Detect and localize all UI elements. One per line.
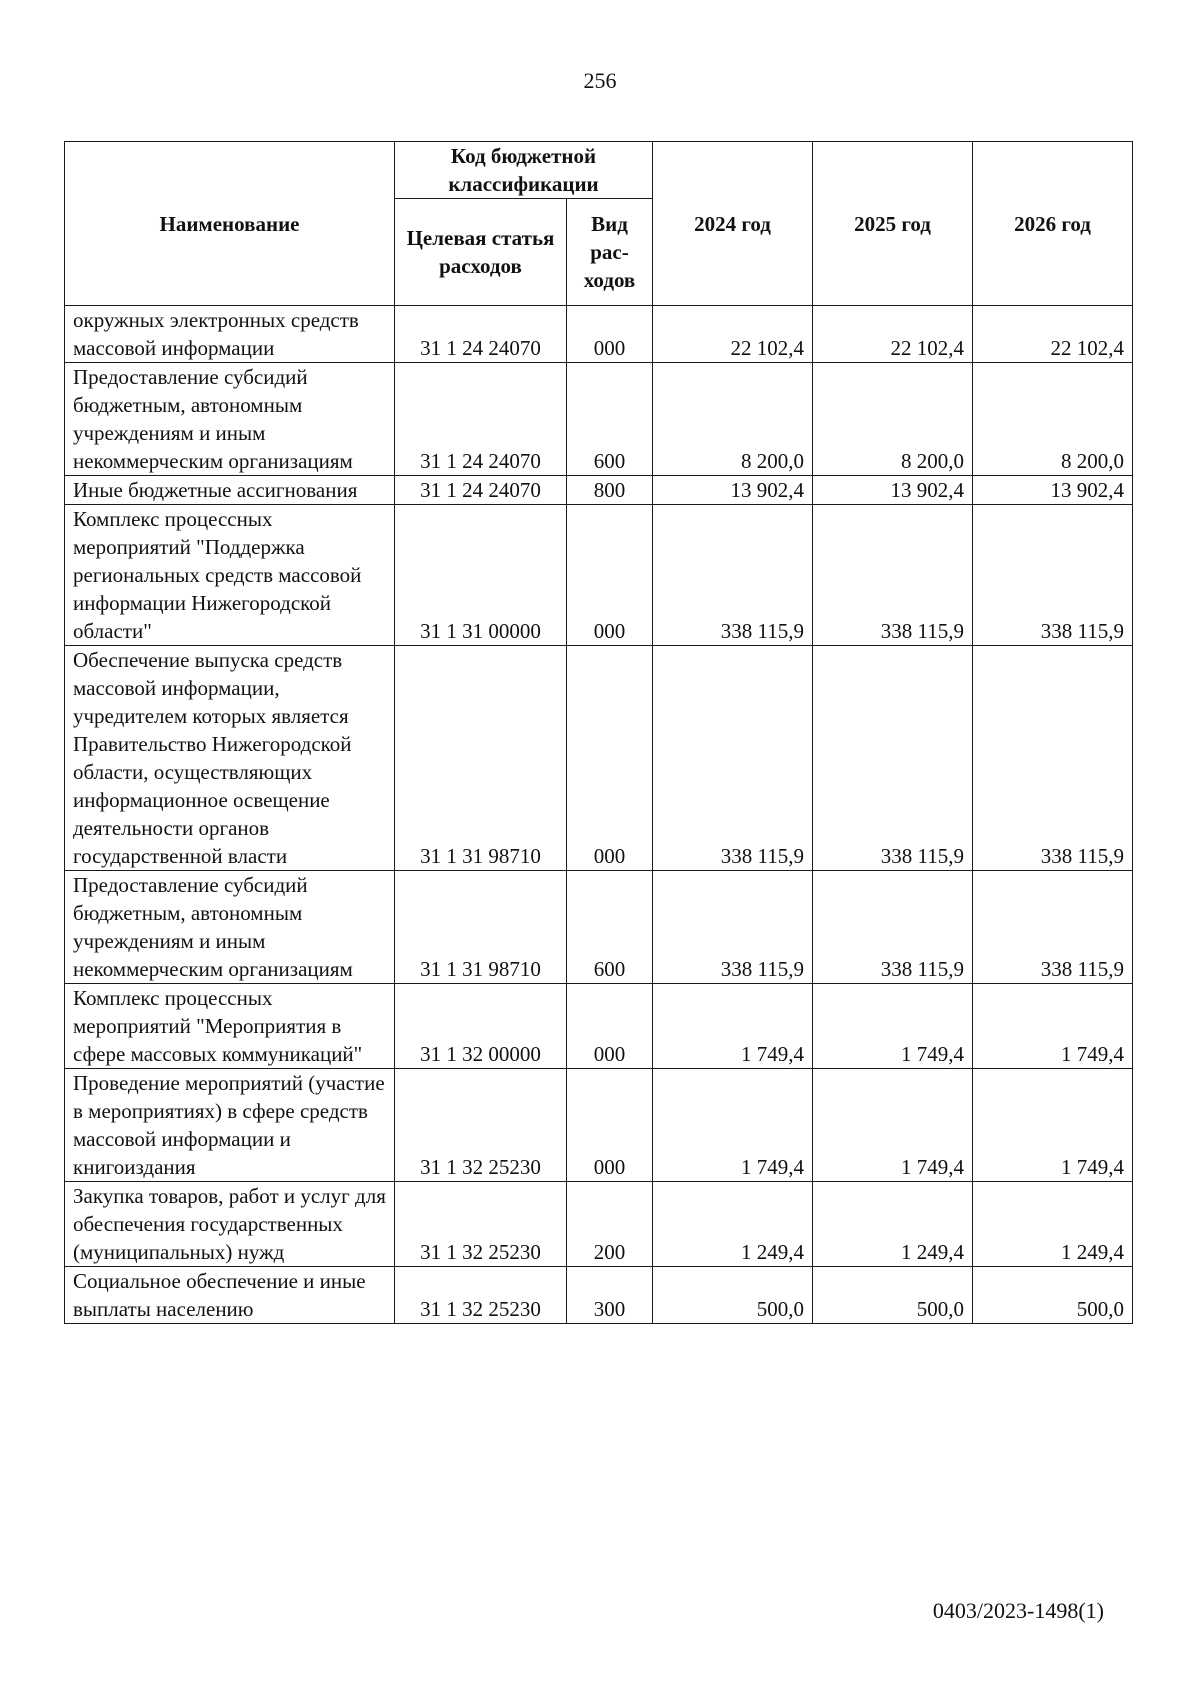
cell-2025: 338 115,9 bbox=[813, 646, 973, 871]
cell-2025: 8 200,0 bbox=[813, 363, 973, 476]
cell-2026: 338 115,9 bbox=[973, 505, 1133, 646]
cell-2024: 1 749,4 bbox=[653, 1069, 813, 1182]
cell-target-article: 31 1 32 25230 bbox=[395, 1267, 567, 1324]
cell-2024: 1 249,4 bbox=[653, 1182, 813, 1267]
cell-2024: 8 200,0 bbox=[653, 363, 813, 476]
table-row bbox=[65, 1267, 1133, 1324]
cell-2026: 1 249,4 bbox=[973, 1182, 1133, 1267]
table-row bbox=[65, 871, 1133, 984]
cell-expense-type: 000 bbox=[567, 646, 653, 871]
cell-2025: 22 102,4 bbox=[813, 306, 973, 363]
table-row bbox=[65, 363, 1133, 476]
page-number: 256 bbox=[583, 68, 617, 93]
header-2026: 2026 год bbox=[973, 142, 1133, 306]
cell-expense-type: 000 bbox=[567, 1069, 653, 1182]
cell-expense-type: 000 bbox=[567, 984, 653, 1069]
header-2024: 2024 год bbox=[653, 142, 813, 306]
cell-expense-type: 600 bbox=[567, 871, 653, 984]
cell-2026: 1 749,4 bbox=[973, 984, 1133, 1069]
cell-2026: 338 115,9 bbox=[973, 646, 1133, 871]
cell-target-article: 31 1 31 98710 bbox=[395, 646, 567, 871]
budget-table bbox=[64, 141, 1133, 1324]
cell-expense-type: 300 bbox=[567, 1267, 653, 1324]
table-row bbox=[65, 1182, 1133, 1267]
cell-2025: 1 249,4 bbox=[813, 1182, 973, 1267]
header-expense-type: Вид рас-ходов bbox=[567, 199, 653, 306]
cell-2025: 13 902,4 bbox=[813, 476, 973, 505]
cell-expense-type: 000 bbox=[567, 306, 653, 363]
cell-name: Проведение мероприятий (участие в мероприятиях) в сфере средств массовой информации и книгоиздания bbox=[65, 1069, 395, 1182]
cell-2024: 338 115,9 bbox=[653, 871, 813, 984]
table-row bbox=[65, 476, 1133, 505]
cell-target-article: 31 1 31 00000 bbox=[395, 505, 567, 646]
cell-2026: 500,0 bbox=[973, 1267, 1133, 1324]
cell-2026: 13 902,4 bbox=[973, 476, 1133, 505]
header-code-group: Код бюджетной классификации bbox=[395, 142, 653, 199]
document-id: 0403/2023-1498(1) bbox=[932, 1598, 1104, 1623]
cell-target-article: 31 1 32 25230 bbox=[395, 1182, 567, 1267]
header-name: Наименование bbox=[65, 142, 395, 306]
cell-expense-type: 600 bbox=[567, 363, 653, 476]
cell-2025: 1 749,4 bbox=[813, 1069, 973, 1182]
cell-2026: 22 102,4 bbox=[973, 306, 1133, 363]
cell-target-article: 31 1 32 00000 bbox=[395, 984, 567, 1069]
cell-2026: 1 749,4 bbox=[973, 1069, 1133, 1182]
cell-name: Обеспечение выпуска средств массовой информации, учредителем которых является Правительство Нижегородской области, осуществляющих информационное освещение деятельности органов государственной власти bbox=[65, 646, 395, 871]
cell-expense-type: 200 bbox=[567, 1182, 653, 1267]
table-row bbox=[65, 646, 1133, 871]
cell-2026: 8 200,0 bbox=[973, 363, 1133, 476]
cell-name: Комплекс процессных мероприятий "Мероприятия в сфере массовых коммуникаций" bbox=[65, 984, 395, 1069]
cell-name: Социальное обеспечение и иные выплаты населению bbox=[65, 1267, 395, 1324]
cell-name: Иные бюджетные ассигнования bbox=[65, 476, 395, 505]
cell-2024: 13 902,4 bbox=[653, 476, 813, 505]
cell-target-article: 31 1 24 24070 bbox=[395, 363, 567, 476]
cell-2024: 22 102,4 bbox=[653, 306, 813, 363]
cell-2026: 338 115,9 bbox=[973, 871, 1133, 984]
header-target-article: Целевая статья расходов bbox=[395, 199, 567, 306]
cell-name: Предоставление субсидий бюджетным, автономным учреждениям и иным некоммерческим организациям bbox=[65, 871, 395, 984]
cell-2025: 500,0 bbox=[813, 1267, 973, 1324]
table-row bbox=[65, 505, 1133, 646]
cell-2025: 338 115,9 bbox=[813, 505, 973, 646]
cell-target-article: 31 1 31 98710 bbox=[395, 871, 567, 984]
table-row bbox=[65, 984, 1133, 1069]
cell-2024: 500,0 bbox=[653, 1267, 813, 1324]
cell-target-article: 31 1 32 25230 bbox=[395, 1069, 567, 1182]
cell-expense-type: 800 bbox=[567, 476, 653, 505]
cell-2024: 338 115,9 bbox=[653, 505, 813, 646]
cell-name: Закупка товаров, работ и услуг для обеспечения государственных (муниципальных) нужд bbox=[65, 1182, 395, 1267]
cell-2025: 1 749,4 bbox=[813, 984, 973, 1069]
cell-name: Комплекс процессных мероприятий "Поддержка региональных средств массовой информации Нижегородской области" bbox=[65, 505, 395, 646]
cell-expense-type: 000 bbox=[567, 505, 653, 646]
cell-2024: 1 749,4 bbox=[653, 984, 813, 1069]
cell-2024: 338 115,9 bbox=[653, 646, 813, 871]
table-row bbox=[65, 1069, 1133, 1182]
header-2025: 2025 год bbox=[813, 142, 973, 306]
cell-name: Предоставление субсидий бюджетным, автономным учреждениям и иным некоммерческим организациям bbox=[65, 363, 395, 476]
cell-target-article: 31 1 24 24070 bbox=[395, 476, 567, 505]
cell-name: окружных электронных средств массовой информации bbox=[65, 306, 395, 363]
cell-2025: 338 115,9 bbox=[813, 871, 973, 984]
table-row bbox=[65, 306, 1133, 363]
cell-target-article: 31 1 24 24070 bbox=[395, 306, 567, 363]
